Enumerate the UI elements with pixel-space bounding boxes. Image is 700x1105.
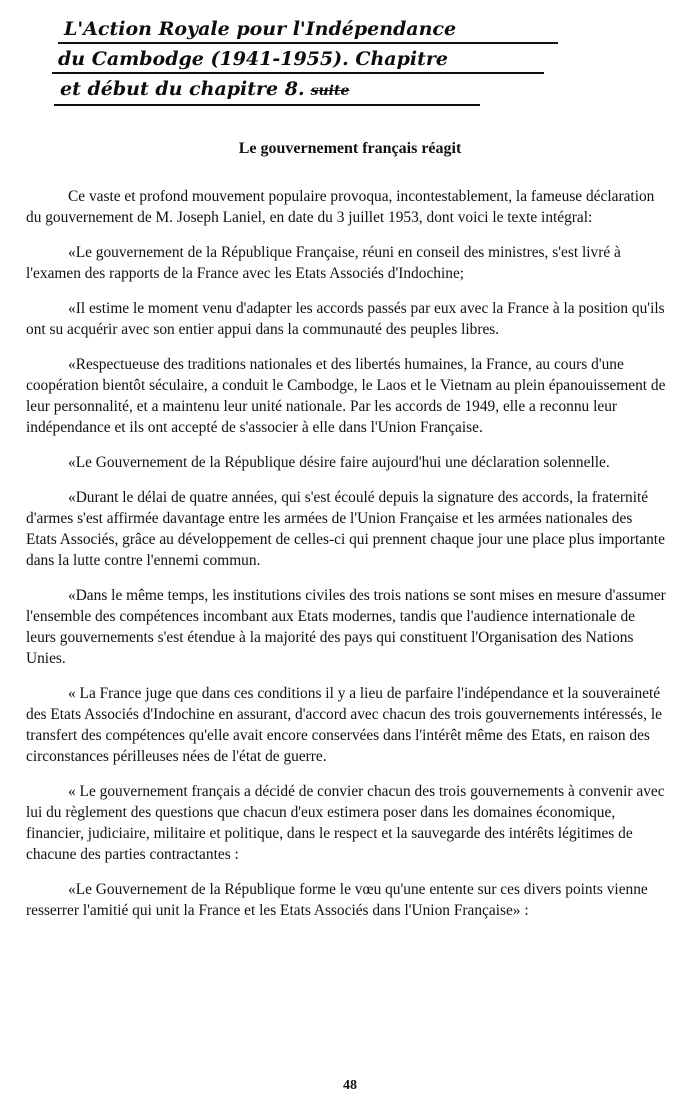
handwritten-line-3 [54,76,480,106]
paragraph-quote-6: «Dans le même temps, les institutions civiles des trois nations se sont mises en mesure d'assumer l'ensemble des compétences incombant aux Etats modernes, tandis que l'audience internationale de leurs gouvernements s'est étendue à la majorité des pays qui constituent l'Organisation des Nations Unies. [26,587,666,667]
paragraph-quote-9: «Le Gouvernement de la République forme le vœu qu'une entente sur ces divers points vienne resserrer l'amitié qui unit la France et les Etats Associés dans l'Union Française» : [26,881,648,919]
paragraph-quote-3: «Respectueuse des traditions nationales et des libertés humaines, la France, au cours d'une coopération bientôt séculaire, a conduit le Cambodge, le Laos et le Vietnam au plein épanouissement de leur personnalité, et a maintenu leur unité nationale. Par les accords de 1949, elle a reconnu leur indépendance et ils ont accepté de s'associer à elle dans l'Union Française. [26,356,666,436]
paragraph-quote-1: «Le gouvernement de la République Française, réuni en conseil des ministres, s'est livré à l'examen des rapports de la France avec les Etats Associés d'Indochine; [26,244,621,282]
paragraph-intro: Ce vaste et profond mouvement populaire provoqua, incontestablement, la fameuse déclaration du gouvernement de M. Joseph Laniel, en date du 3 juillet 1953, dont voici le texte intégral: [26,188,655,226]
handwritten-struck-word: suite [310,83,350,99]
paragraph-quote-2: «Il estime le moment venu d'adapter les accords passés par eux avec la France à la position qu'ils ont su acquérir avec son entier appui dans la communauté des peuples libres. [26,300,665,338]
paragraph-quote-4: «Le Gouvernement de la République désire faire aujourd'hui une déclaration solennelle. [68,454,610,471]
handwritten-line-3-text: et début du chapitre 8. [60,78,305,100]
paragraph-quote-7: « La France juge que dans ces conditions il y a lieu de parfaire l'indépendance et la souveraineté des Etats Associés d'Indochine en assurant, d'accord avec chacun des trois gouvernements intéressés, le transfert des compétences qu'elle avait encore conservées dans l'intérêt même des Etats, en raison des circonstances périlleuses nées de l'état de guerre. [26,685,662,765]
page-number: 48 [343,1078,357,1093]
paragraph-quote-5: «Durant le délai de quatre années, qui s'est écoulé depuis la signature des accords, la fraternité d'armes s'est affirmée davantage entre les armées de l'Union Française et les armées nationales des Etats Associés, grâce au développement de celles-ci qui prennent chaque jour une place plus importante dans la lutte contre l'ennemi commun. [26,489,665,569]
handwritten-line-2: du Cambodge (1941-1955). Chapitre [52,46,544,74]
handwritten-annotation [58,16,558,108]
paragraph-quote-8: « Le gouvernement français a décidé de convier chacun des trois gouvernements à convenir avec lui du règlement des questions que chacun d'eux estimera poser dans les domaines économique, financier, judiciaire, militaire et politique, dans le respect et la sauvegarde des intérêts légitimes de chacune des parties contractantes : [26,783,665,863]
document-body [26,186,666,935]
handwritten-line-1: L'Action Royale pour l'Indépendance [58,16,558,44]
page-title: Le gouvernement français réagit [238,140,462,157]
